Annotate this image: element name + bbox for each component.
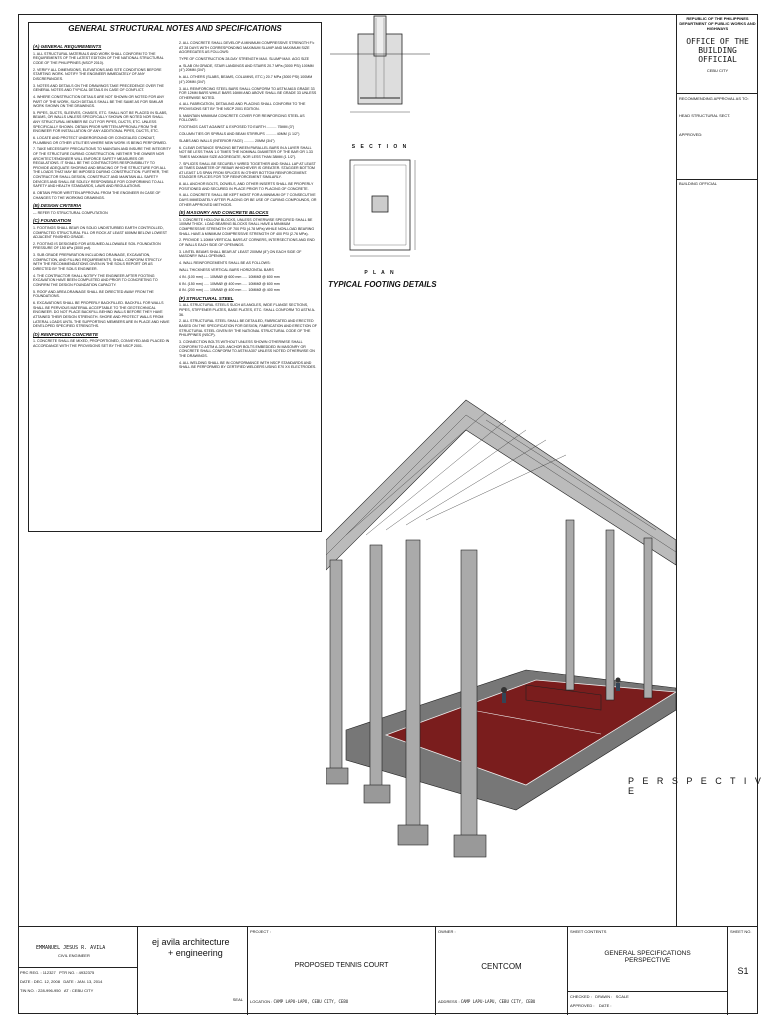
note-item: 4 IN. (100 mm) ..... 10MMØ @ 600 mm ..... 10MMØ @ 600 mm — [179, 274, 280, 279]
location-label: LOCATION : — [250, 999, 273, 1004]
republic-text: REPUBLIC OF THE PHILIPPINES — [686, 16, 749, 21]
note-item: 4. ALL WELDING SHALL BE IN CONFORMANCE WITH NSCP STANDARDS AND SHALL BE PERFORMED BY CERTIFIED WELDERS USING E70 XX ELECTRODES. — [179, 360, 317, 370]
sheet-number-cell — [728, 927, 758, 1015]
notes-section-heading: (F) STRUCTURAL STEEL — [179, 295, 234, 301]
footing-section-drawing — [330, 14, 430, 144]
approval-title-block — [676, 14, 758, 926]
notes-right-column — [179, 41, 317, 372]
notes-section-heading: (D) REINFORCED CONCRETE — [33, 331, 99, 337]
office-name: OFFICE OF THE BUILDING OFFICIAL — [686, 37, 749, 64]
firm-name-line1: ej avila architecture — [152, 937, 230, 947]
project-label: PROJECT : — [250, 929, 271, 934]
sheet-no-label: SHEET NO. — [730, 929, 752, 934]
city-text: CEBU CITY — [706, 68, 729, 73]
note-item: b. ALL OTHERS (SLABS, BEAMS, COLUMNS, ETC.) 20.7 MPa (3000 PSI) 100MM (4") 20MM (3/4") — [179, 75, 313, 84]
drawn-label: DRAWN : — [595, 994, 613, 999]
note-item: 2. ALL CONCRETE SHALL DEVELOP A MINIMUM COMPRESSIVE STRENGTH F'c AT 28 DAYS WITH CORRESPONDING MAXIMUM SLUMP AND MAXIMUM SIZE AGGREGATES AS FOLLOWS: — [179, 41, 315, 55]
note-item: 4. WALL REINFORCEMENTS SHALL BE AS FOLLOWS: — [179, 261, 271, 266]
ptr-value: 4932375 — [78, 970, 95, 975]
plan-label: P L A N — [364, 270, 396, 276]
note-item: 7. SPLICES SHALL BE SECURELY WIRED TOGETHER AND SHALL LAP AT LEAST 40 TIMES DIAMETER OF REBAR WHICHEVER IS GREATER. STAGGER BOTTOM AT LEAST 1/3 SPAN FROM SPLICES IN OTHER BOTTOM REINFORCEMENT. STAGGER SPLICES FOR TOP REINFORCEMENT SIMILARLY. — [179, 161, 316, 180]
notes-section-heading: (C) FOUNDATION — [33, 218, 71, 224]
date2-label: DATE : — [63, 979, 76, 984]
office-header — [677, 14, 758, 94]
note-item: 1. ALL STRUCTURAL STEELS SUCH AS ANGLES, WIDE FLANGE SECTIONS, PIPES, STIFFENER PLATES, BASE PLATES, ETC. SHALL CONFORM TO ASTM A-36. — [179, 303, 316, 317]
note-item: 5. PIPES, DUCTS, SLEEVES, CHASES, ETC. SHALL NOT BE PLACED IN SLABS, BEAMS, OR WALLS UNLESS SPECIFICALLY SHOWN OR NOTED NOR SHALL ANY STRUCTURAL MEMBER BE CUT FOR PIPES, DUCTS, ETC. UNLESS SPECIFICALLY SHOWN. OBTAIN PRIOR WRITTEN APPROVAL FROM THE ENGINEER FOR INSTALLATION OF ANY ADDITIONAL PIPES, DUCTS, ETC. — [33, 110, 168, 134]
approved-label: APPROVED: — [679, 132, 703, 137]
note-item: 4. ALL FABRICATION, DETAILING AND PLACING SHALL CONFORM TO THE PROVISIONS SET BY THE NSCP 2001 EDITION. — [179, 102, 306, 112]
note-item: 4. THE CONTRACTOR SHALL NOTIFY THE ENGINEER AFTER FOOTING EXCAVATION HAVE BEEN COMPLETED AND PRIOR TO CONCRETING TO CONFIRM THE DESIGN FOUNDATION CAPACITY. — [33, 273, 158, 287]
project-value: PROPOSED TENNIS COURT — [294, 962, 389, 969]
note-item: 5. MAINTAIN MINIMUM CONCRETE COVER FOR REINFORCING STEEL AS FOLLOWS: — [179, 113, 305, 123]
notes-section-heading: (A) GENERAL REQUIREMENTS — [33, 44, 102, 49]
note-item: TYPE OF CONSTRUCTION 28-DAY STRENGTH MAX. SLUMP MAX. AGG SIZE — [179, 56, 309, 61]
perspective-label: P E R S P E C T I V E — [628, 776, 764, 796]
note-item: 7. TAKE NECESSARY PRECAUTIONS TO MAINTAIN AND INSURE THE INTEGRITY OF THE STRUCTURE DURING CONSTRUCTION. NEITHER THE OWNER NOR ARCHITECT/ENGINEER WILL ENFORCE SAFETY MEASURES OR REGULATIONS. IT SHALL BE THE CONTRACTORS RESPONSIBILITY TO PROVIDE ADEQUATE SHORING AND BRACING OF THE STRUCTURE FOR ALL THE LOADS THAT MAY BE IMPOSED DURING CONSTRUCTION. FURTHER, THE CONTRACTOR SHALL DESIGN, CONSTRUCT AND MAINTAIN ALL SAFETY DEVICES AND SHALL BE SOLELY RESPONSIBLE FOR CONFORMING TO ALL SAFETY AND HEALTH STANDARDS, LAWS AND REGULATIONS. — [33, 147, 171, 189]
scale-label: SCALE — [615, 994, 629, 999]
note-item: 2. PROVIDE 1-10MM VERTICAL BARS AT CORNERS, INTERSECTIONS AND END OF WALLS EACH SIDE OF OPENINGS. — [179, 238, 315, 247]
typical-footing-section — [330, 14, 430, 276]
owner-value: CENTCOM — [481, 962, 522, 971]
tin-label: TIN NO. : — [20, 988, 37, 993]
note-item: 5. ROOF AND AREA DRAINAGE SHALL BE DIRECTED AWAY FROM THE FOUNDATIONS. — [33, 289, 154, 299]
note-item: 1. ALL STRUCTURAL MATERIALS AND WORK SHALL CONFORM TO THE REQUIREMENTS OF THE LATEST EDITION OF THE NATIONAL STRUCTURAL CODE OF THE PHILIPPINES (NSCP 2010). — [33, 51, 164, 65]
date1-label: DATE : — [20, 979, 33, 984]
firm-name-line2: + engineering — [168, 948, 223, 958]
tin-value: 228-996-950 — [38, 988, 61, 993]
note-item: 8 IN. (200 mm) ..... 10MMØ @ 400 mm ..... 10MMØ @ 400 mm — [179, 288, 280, 293]
note-item: SLABS AND WALLS (INTERIOR FACE) .......... 20MM (3/4") — [179, 138, 275, 143]
head-structural-label: HEAD STRUCTURAL SECT. — [679, 113, 731, 118]
address-label: ADDRESS : — [438, 999, 460, 1004]
note-item: 4. WHERE CONSTRUCTION DETAILS ARE NOT SHOWN OR NOTED FOR ANY PART OF THE WORK, SUCH DETAILS SHALL BE THE SAME AS FOR SIMILAR WORK SHOWN ON THE DRAWINGS. — [33, 94, 165, 109]
engineer-title: CIVIL ENGINEER — [58, 953, 90, 958]
bottom-title-block — [18, 926, 758, 1014]
note-item: 6. LOCATE AND PROTECT UNDERGROUND OR CONCEALED CONDUIT, PLUMBING OR OTHER UTILITIES WHERE NEW WORK IS BEING PERFORMED. — [33, 136, 167, 145]
address-value: CAMP LAPU-LAPU, CEBU CITY, CEBU — [460, 999, 536, 1004]
notes-section-heading: (E) MASONRY AND CONCRETE BLOCKS — [179, 210, 269, 216]
note-item: 3. CONNECTION BOLTS WITHOUT UNLESS SHOWN OTHERWISE SHALL CONFORM TO ASTM A-325. ANCHOR BOLTS EMBEDDED IN MASONRY OR CONCRETE SHALL CONFORM TO ASTM A307 UNLESS NOTED OTHERWISE ON THE DRAWINGS. — [179, 340, 315, 358]
date-bottom-label: DATE : — [598, 1003, 612, 1008]
note-item: 2. ALL STRUCTURAL STEEL SHALL BE DETAILED, FABRICATED AND ERECTED BASED ON THE SPECIFICATION FOR DESIGN, FABRICATION AND ERECTION OF STRUCTURAL STEEL GIVEN BY THE NATIONAL STRUCTURAL CODE OF THE PHILIPPINES (NSCP). — [179, 319, 317, 338]
note-item: WALL THICKNESS VERTICAL BARS HORIZONTAL BARS — [179, 267, 274, 272]
note-item: FOOTINGS CAST AGAINST & EXPOSED TO EARTH .......... 75MM (3") — [179, 125, 295, 130]
owner-label: OWNER : — [438, 929, 456, 934]
prc-label: PRC REG. : — [20, 970, 42, 975]
notes-title: GENERAL STRUCTURAL NOTES AND SPECIFICATIONS — [68, 24, 282, 33]
note-item: a. SLAB ON GRADE, STAIR LANDINGS AND STAIRS 20.7 MPa (3000 PSI) 100MM (4") 20MM (3/4") — [179, 63, 314, 73]
at-label: AT : — [63, 988, 71, 993]
note-item: 6. EXCAVATIONS SHALL BE PROPERLY BACKFILLED. BACKFILL FOR WALLS SHALL BE PERVIOUS MATERIAL ACCEPTABLE TO THE GEOTECHNICAL ENGINEER. DO NOT PLACE BACKFILL BEHIND WALLS BEFORE THEY HAVE ATTAINED THEIR DESIGN STRENGTH. SHORE AND PROTECT WALLS FROM LATERAL LOADS UNTIL THE SUPPORTING MEMBERS ARE IN PLACE AND HAVE DEVELOPED SPECIFIED STRENGTHS. — [33, 301, 170, 329]
project-cell — [248, 927, 436, 1015]
prc-value: 112327 — [42, 970, 56, 975]
note-item: 6. CLEAR DISTANCE SPACING BETWEEN PARALLEL BARS IN A LAYER SHALL NOT BE LESS THAN 1.0 TIMES THE NOMINAL DIAMETER OF THE BAR OR 1.33 TIMES MAXIMUM SIZE AGGREGATE, NOR LESS THAN 38MM (1 1/2"). — [179, 145, 313, 159]
note-item: 3. LINTEL BEAMS SHALL BEAR AT LEAST 200MM (8") ON EACH SIDE OF MASONRY WALL OPENING. — [179, 249, 302, 259]
checked-label: CHECKED : — [570, 994, 592, 999]
section-label: S E C T I O N — [351, 144, 409, 150]
footing-plan-drawing — [330, 150, 430, 270]
owner-cell — [436, 927, 568, 1015]
note-item: COLUMN TIES OR SPIRALS AND BEAM STIRRUPS .......... 40MM (1 1/2") — [179, 132, 300, 136]
seal-label: SEAL — [232, 997, 243, 1002]
note-item: 8. OBTAIN PRIOR WRITTEN APPROVAL FROM THE ENGINEER IN CASE OF CHANGES TO THE WORKING DRAWINGS. — [33, 190, 161, 200]
date1-value: DEC. 12, 2008 — [33, 979, 60, 984]
note-item: 1. CONCRETE HOLLOW BLOCKS, UNLESS OTHERWISE SPECIFIED SHALL BE 100MM THICK. LOAD BEARING BLOCKS SHALL HAVE A MINIMUM COMPRESSIVE STRENGTH OF 700 PSI (4.78 MPa) WHILE NON-LOAD BEARING SHALL HAVE A MINIMUM COMPRESSIVE STRENGTH OF 400 PSI (2.76 MPa). — [179, 217, 315, 236]
engineer-name: EMMANUEL JESUS R. AVILA — [36, 945, 106, 951]
firm-cell — [138, 927, 248, 1015]
recommending-label: RECOMMENDING APPROVAL AS TO: — [679, 96, 749, 101]
note-item: 3. NOTES AND DETAILS ON THE DRAWINGS TAKE PRECEDENCE OVER THE GENERAL NOTES AND TYPICAL DETAILS IN CASE OF CONFLICT. — [33, 83, 164, 93]
footing-details-title: TYPICAL FOOTING DETAILS — [328, 280, 437, 289]
note-item: 2. VERIFY ALL DIMENSIONS, ELEVATIONS AND SITE CONDITIONS BEFORE STARTING WORK. NOTIFY THE ENGINEER IMMEDIATELY OF ANY DISCREPANCIES. — [33, 67, 162, 81]
note-item: 1. FOOTINGS SHALL BEAR ON SOLID UNDISTURBED EARTH CONTROLLED, COMPACTED STRUCTURAL FILL OR ROCK AT LEAST 600MM BELOW LOWEST ADJACENT FINISHED GRADE. — [33, 225, 167, 240]
sheet-contents-cell — [568, 927, 728, 1015]
note-item: 2. FOOTING IS DESIGNED FOR ASSUMED ALLOWABLE SOIL FOUNDATION PRESSURE OF 150 kPa (3000 psf). — [33, 241, 161, 251]
note-item: 6 IN. (150 mm) ..... 10MMØ @ 400 mm ..... 10MMØ @ 600 mm — [179, 281, 280, 286]
sheet-contents-label: SHEET CONTENTS — [570, 929, 607, 934]
note-item: --- REFER TO STRUCTURAL COMPUTATION — [33, 210, 108, 215]
date2-value: JAN. 13, 2014 — [77, 979, 103, 984]
notes-section-heading: (B) DESIGN CRITERIA — [33, 203, 82, 209]
tennis-court-perspective — [326, 290, 676, 870]
ptr-label: PTR NO. : — [59, 970, 78, 975]
location-value: CAMP LAPU-LAPU, CEBU CITY, CEBU — [273, 999, 349, 1004]
note-item: 1. CONCRETE SHALL BE MIXED, PROPORTIONED, CONVEYED AND PLACED IN ACCORDANCE WITH THE PROVISIONS SET BY THE NSCP 2001. — [33, 339, 170, 348]
approved-bottom-label: APPROVED : — [570, 1003, 595, 1008]
building-official-label: BUILDING OFFICIAL — [679, 181, 718, 186]
sheet-contents-value: GENERAL SPECIFICATIONS PERSPECTIVE — [604, 950, 691, 964]
note-item: 8. ALL ANCHOR BOLTS, DOWELS, AND OTHER INSERTS SHALL BE PROPERLY POSITIONED AND SECURED IN PLACE PRIOR TO PLACING OF CONCRETE. — [179, 182, 314, 191]
at-value: CEBU CITY — [71, 988, 94, 993]
department-text: DEPARTMENT OF PUBLIC WORKS AND HIGHWAYS — [679, 21, 756, 31]
recommending-cell — [677, 94, 758, 186]
general-notes-panel — [28, 22, 322, 532]
engineer-cell — [18, 927, 138, 1015]
note-item: 3. ALL REINFORCING STEEL BARS SHALL CONFORM TO ASTM A615 GRADE 33 FOR 12MM BARS WHILE BARS 16MM AND ABOVE SHALL BE GRADE 33 UNLESS OTHERWISE NOTED. — [179, 86, 317, 100]
note-item: 3. SUB GRADE PREPARATION INCLUDING DRAINAGE, EXCAVATION, COMPACTION, AND FILLING REQUIREMENTS, SHALL CONFORM STRICTLY WITH THE RECOMMENDATIONS GIVEN IN THE SOILS REPORT OR AS DIRECTED BY THE SOILS ENGINEER. — [33, 253, 162, 272]
notes-left-column — [33, 41, 171, 351]
note-item: 9. ALL CONCRETE SHALL BE KEPT MOIST FOR A MINIMUM OF 7 CONSECUTIVE DAYS IMMEDIATELY AFTER PLACING OR BE USE OF CURING COMPOUNDS, OR OTHER APPROVED METHODS. — [179, 193, 317, 207]
perspective-drawing — [326, 290, 676, 870]
sheet-no-value: S1 — [737, 966, 749, 976]
